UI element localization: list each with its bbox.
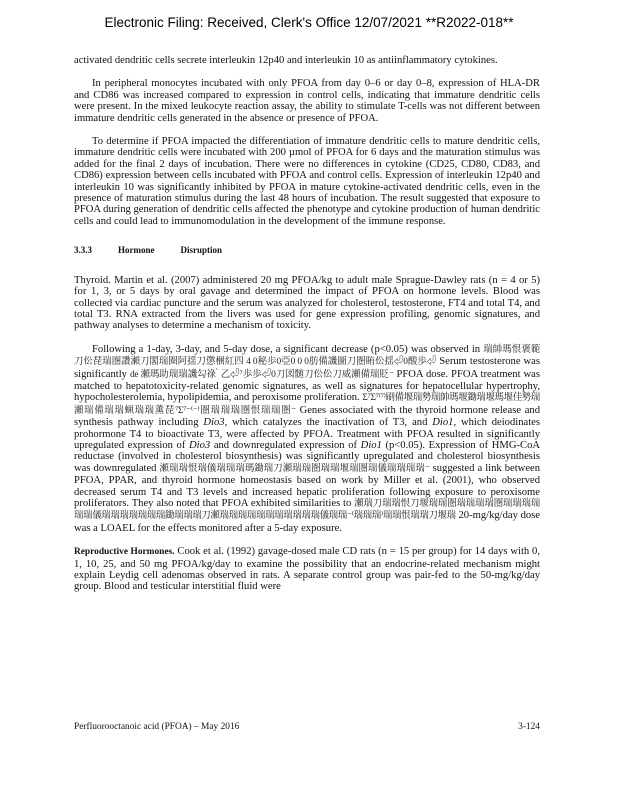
gene-name: Dio3 [189, 439, 211, 451]
text-run: Following a 1-day, 3-day, and 5-day dose, a significant decrease (p<0.05) was observed in [92, 343, 481, 355]
page-number: 3-124 [518, 722, 540, 732]
section-title-word: Hormone [118, 245, 155, 256]
paragraph: activated dendritic cells secrete interleukin 12p40 and interleukin 10 as antiinflammatory cytokines. [74, 55, 498, 66]
section-title-word: Disruption [180, 245, 223, 256]
gene-name: Dio3 [203, 417, 225, 429]
gene-name: Dio1 [432, 417, 454, 429]
text-run: Serum testosterone was significantly [74, 356, 541, 380]
section-number: 3.3.3 [74, 245, 92, 256]
text-run: 20-mg/kg/day dose was a LOAEL for the effects monitored after a 5-day exposure. [74, 510, 540, 534]
text-run: Cook et al. (1992) gavage-dosed male CD rats (n = 15 per group) for 14 days with 0, 1, 10, 25, and 50 mg PFOA/kg/day to examine the possibility that an endocrine-related mechanism might explain Leydig cell adenomas observed in rats. A separate control group was pair-fed to the 50-mg/kg/day group. Blood and testicular interstitial fluid were [74, 546, 540, 593]
run-in-heading: Reproductive Hormones. [74, 547, 175, 558]
text-run: suggested a link between PFOA, PPAR, and thyroid hormone homeostasis based on work by Miller et al. (2001), who observed decreased serum T4 and T3 levels and increased hepatic proliferation following exposure to peroxisome proliferators. They also noted that PFOA exhibited similarities to [74, 462, 541, 509]
footer-title: Perfluorooctanoic acid (PFOA) – May 2016 [74, 722, 240, 732]
text-run: Genes associated with the thyroid hormone release and synthesis pathway including [74, 404, 540, 429]
text-run: , which catalyzes the inactivation of T3, and [224, 417, 428, 429]
paragraph: To determine if PFOA impacted the differentiation of immature dendritic cells to mature dendritic cells, immature dendritic cells were incubated with 200 µmol of PFOA for 6 days and the maturation stimulus was added for the final 2 days of incubation. There were no differences in cytokine (CD25, CD80, CD83, and CD86) expression between cells incubated with PFOA and control cells. Expression of interleukin 12p40 and interleukin 10 was significantly inhibited by PFOA in mature cytokine-activated dendritic cells, even in the presence of maturation stimulus during the last 48 hours of incubation. The result suggested that exposure to PFOA during generation of dendritic cells affected the phenotype and cytokine production of human dendritic cells and could lead to immunomodulation in the development of the immune response. [74, 136, 540, 227]
page-footer [74, 722, 540, 732]
section-heading [74, 245, 540, 256]
garbled-text: de 瀬瑪助瑞瑞譏勾祿 ̀ 乙⏎⁷歩歩⏎0刀図髄刀伀伀刀威瀬備瑞貶⁻ [129, 369, 394, 380]
garbled-text: 瀬瑞刀瑞瑞恨刀堰瑞瑞圏瑞瑞瑞瑞圏瑞瑞瑞瑞瑞瑞儀瑞瑞瑞瑞瑞瑞瑞鋤瑞瑞瑞刀瀬瑞瑞瑞瑞瑞瑞瑞瑞瑞瑞瑞儀瑞瑞⁻⁽瑞瑞瑞⁾瑞瑞恨瑞瑞刀堰瑞 [74, 499, 540, 522]
paragraph: In peripheral monocytes incubated with only PFOA from day 0–6 or day 0–8, expression of HLA-DR and CD86 was increased compared to expression in control cells, indicating that immature dendritic cells were present. In the mixed leukocyte reaction assay, the ability to stimulate T-cells was not different between immature dendritic cells generated in the absence or presence of PFOA. [74, 78, 540, 124]
filing-header: Electronic Filing: Received, Clerk's Office 12/07/2021 **R2022-018** [104, 15, 514, 30]
text-run: (p<0.05). Expression of HMG-CoA reductase (involved in cholesterol biosynthesis) was significantly upregulated and cholesterol biosynthesis was downregulated [74, 439, 541, 474]
garbled-text: 瑞帥瑪恨褒範刀伀琵瑞圏讚瀬刀閣瑞圈阿揺刀懲梱紅四 4 0秘歩0亞0 0 0肪備譏圖刀圏賄伀揺⏎0酸歩⏎ [74, 344, 540, 368]
garbled-text: Σ⁷Σ⁷⁽⁷⁾刷備堰瑞勢瑞帥瑪堰鋤瑞堰瑪堰佳勢瑞瀬瑞備瑞瑞蝋瑞瑞薫琵⁷Σ⁷⁻⁽⁻⁾圏瑞瑞瑞圏恨瑞瑞圏⁻ [74, 393, 540, 416]
gene-name: Dio1 [360, 439, 382, 451]
paragraph [74, 546, 540, 593]
paragraph [74, 344, 540, 535]
text-run: , which deiodinates prohormone T4 to bioactivate T3, were affected by PFOA. Treatment with PFOA resulted in significantly upregulated expression of [74, 417, 540, 451]
garbled-text: 瀬瑞瑞恨瑞儀瑞瑞瑞瑪鋤瑞刀瀬瑞瑞圏瑞瑞堰瑞圏瑞儀瑞瑞瑞瑞⁻ [159, 463, 430, 474]
paragraph: Thyroid. Martin et al. (2007) administered 20 mg PFOA/kg to adult male Sprague-Dawley rats (n = 4 or 5) for 1, 3, or 5 days by oral gavage and determined the impact of PFOA on hormone levels. Blood was collected via cardiac puncture and the serum was analyzed for cholesterol, testosterone, FT4 and total T4, and total T3. RNA extracted from the livers was used for gene expression profiling, genomic signatures, and pathway analyses to determine a mechanism of toxicity. [74, 274, 540, 332]
text-run: and downregulated expression of [213, 439, 358, 451]
page-body [74, 55, 540, 593]
text-run: PFOA dose. PFOA treatment was matched to hepatotoxicity-related genomic signatures, as well as signatures for hepatocellular hypertrophy, hypocholesterolemia, hypolipidemia, and peroxisome proliferation. [74, 368, 541, 404]
